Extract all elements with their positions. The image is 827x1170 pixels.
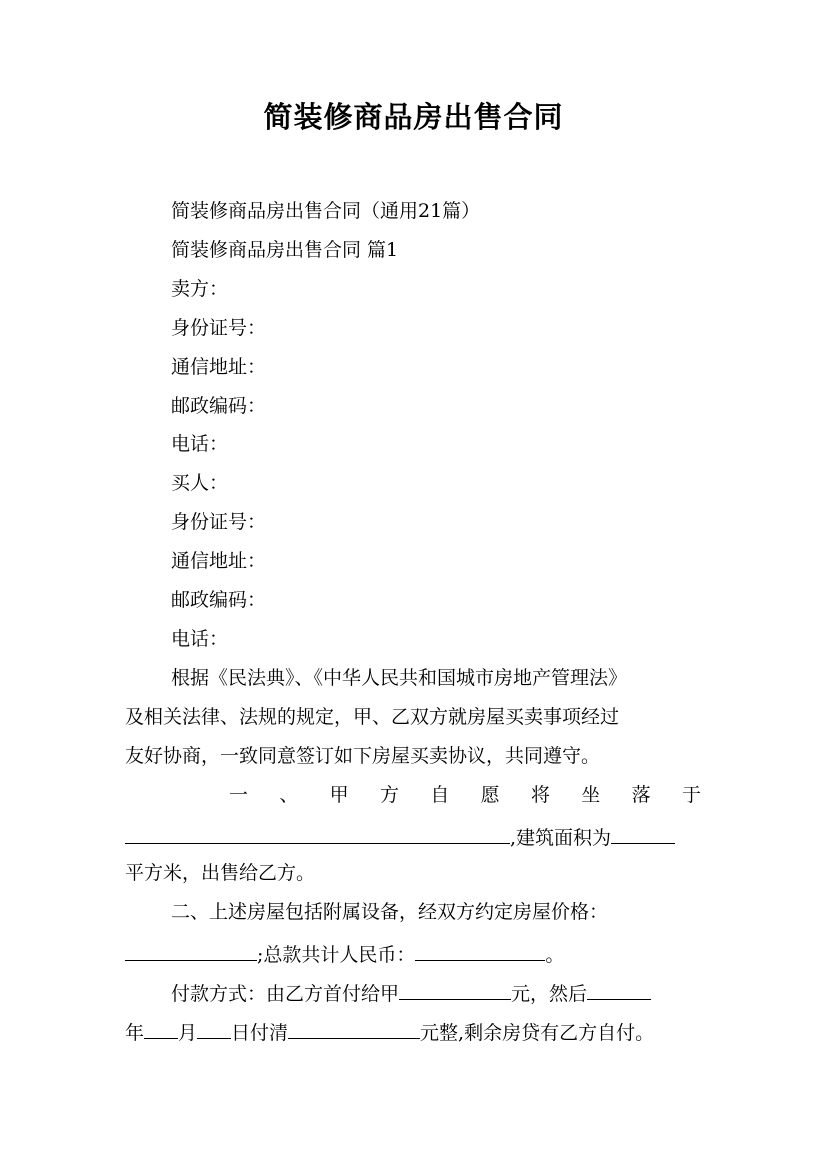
location-blank [125,825,510,844]
amount-blank [288,1020,420,1039]
clause2-line1: 二、上述房屋包括附属设备，经双方约定房屋价格： [171,901,609,923]
payment-label: 付款方式：由乙方首付给甲 [171,983,400,1005]
basis-paragraph-line2: 及相关法律、法规的规定，甲、乙双方就房屋买卖事项经过 [125,706,620,728]
area-label: ,建筑面积为 [510,827,612,849]
month-blank [144,1020,178,1039]
part-heading: 简装修商品房出售合同 篇1 [171,239,399,261]
payment-line1 [171,981,651,1004]
seller-phone-field: 电话： [171,433,229,455]
clause1-char: 坐 [581,784,601,806]
payment-end: 元整,剩余房贷有乙方自付。 [420,1022,655,1044]
clause1-char: 将 [530,784,550,806]
payment-year: 年 [125,1022,145,1044]
area-blank [611,825,675,844]
clause1-char: 、 [279,784,299,806]
payment-line2 [125,1020,654,1043]
down-payment-blank [399,981,511,1000]
buyer-label: 买人： [171,472,229,494]
basis-paragraph-line3: 友好协商，一致同意签订如下房屋买卖协议，共同遵守。 [125,745,601,767]
total-blank [415,942,545,961]
clause1-line1 [171,786,701,805]
clause1-char: 于 [681,784,701,806]
document-subtitle: 简装修商品房出售合同（通用21篇） [171,200,481,222]
buyer-phone-field: 电话： [171,628,229,650]
price-blank [125,942,257,961]
buyer-postcode-field: 邮政编码： [171,589,267,611]
day-blank [197,1020,231,1039]
seller-label: 卖方： [171,278,229,300]
clause1-char: 甲 [329,784,349,806]
total-label: ;总款共计人民币： [257,944,416,966]
clause1-char: 自 [430,784,450,806]
seller-postcode-field: 邮政编码： [171,395,267,417]
clause1-char: 一 [229,784,249,806]
payment-month: 月 [178,1022,198,1044]
document-title: 简装修商品房出售合同 [263,100,564,134]
basis-paragraph-line1: 根据《民法典》、《中华人民共和国城市房地产管理法》 [171,667,628,689]
year-blank [587,981,651,1000]
seller-address-field: 通信地址： [171,356,267,378]
buyer-id-field: 身份证号： [171,511,267,533]
clause2-end: 。 [545,944,565,966]
payment-yuan: 元，然后 [511,983,588,1005]
clause1-line2 [125,825,675,848]
clause1-char: 落 [631,784,651,806]
buyer-address-field: 通信地址： [171,550,267,572]
clause1-char: 方 [379,784,399,806]
seller-id-field: 身份证号： [171,317,267,339]
clause1-char: 愿 [480,784,500,806]
clause2-line2 [125,942,564,965]
payment-day: 日付清 [231,1022,289,1044]
clause1-line3: 平方米，出售给乙方。 [125,862,316,884]
